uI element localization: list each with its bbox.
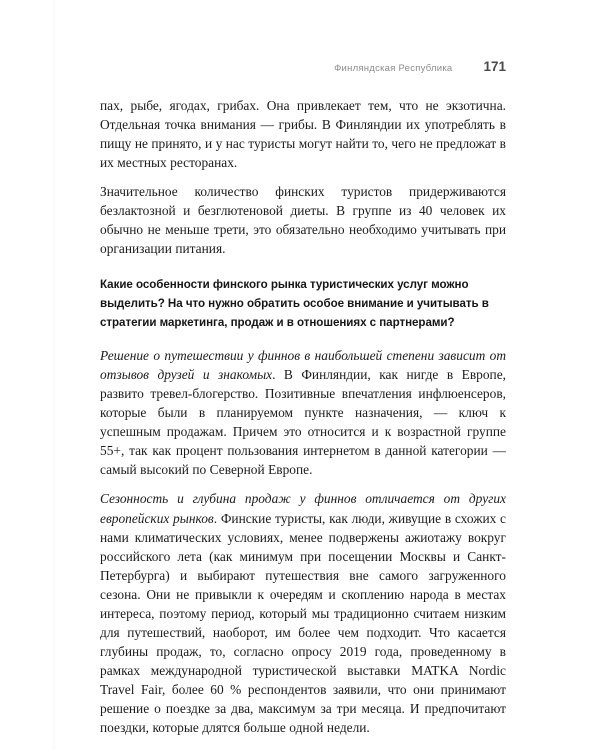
page-number: 171 — [483, 59, 506, 74]
body-paragraph-1: пах, рыбе, ягодах, грибах. Она привлекает тем, что не экзотична. Отдельная точка внимания — грибы. В Финляндии их употреблять в пищу не принято, и у нас туристы могут найти то, чего не предложат в их местных ресторанах. — [100, 98, 506, 171]
text-column — [100, 96, 506, 737]
body-paragraph-3-lead-in: Решение о путешествии у финнов в наибольшей степени зависит от отзывов друзей и знакомых — [100, 348, 506, 383]
book-gutter-shadow — [52, 0, 57, 750]
interview-question: Какие особенности финского рынка туристических услуг можно выделить? На что нужно обратить особое внимание и учитывать в стратегии маркетинга, продаж и в отношениях с партнерами? — [100, 278, 489, 329]
running-head — [100, 59, 506, 79]
body-paragraph-3-rest: . В Финляндии, как нигде в Европе, развито тревел-блогерство. Позитивные впечатления инфлюенсеров, которые были в планируемом пункте назначения, — ключ к успешным продажам. Причем это относится и к возрастной группе 55+, так как процент пользования интернетом в данной категории — самый высокий по Северной Европе. — [100, 367, 506, 478]
body-paragraph-3 — [100, 346, 506, 479]
running-head-title: Финляндская Республика — [334, 63, 453, 74]
body-paragraph-4-lead-in: Сезонность и глубина продаж у финнов отличается от других европейских рынков — [100, 491, 506, 526]
body-paragraph-4 — [100, 489, 506, 737]
body-paragraph-2: Значительное количество финских туристов придерживаются безлактозной и безглютеновой диеты. В группе из 40 человек их обычно не меньше трети, это обязательно необходимо учитывать при организации питания. — [100, 184, 506, 257]
body-paragraph-4-rest: . Финские туристы, как люди, живущие в схожих с нами климатических условиях, менее подвержены ажиотажу вокруг российского лета (как минимум при посещении Москвы и Санкт-Петербурга) и выбирают путешествия вне самого загруженного сезона. Они не привыкли к очередям и скоплению народа в местах интереса, поэтому период, который мы традиционно считаем низким для путешествий, наоборот, им более чем подходит. Что касается глубины продаж, то, согласно опросу 2019 года, проведенному в рамках международной туристической выставки MATKA Nordic Travel Fair, более 60 % респондентов заявили, что они принимают решение о поездке за два, максимум за три месяца. И предпочитают поездки, которые длятся больше одной недели. — [100, 510, 506, 736]
